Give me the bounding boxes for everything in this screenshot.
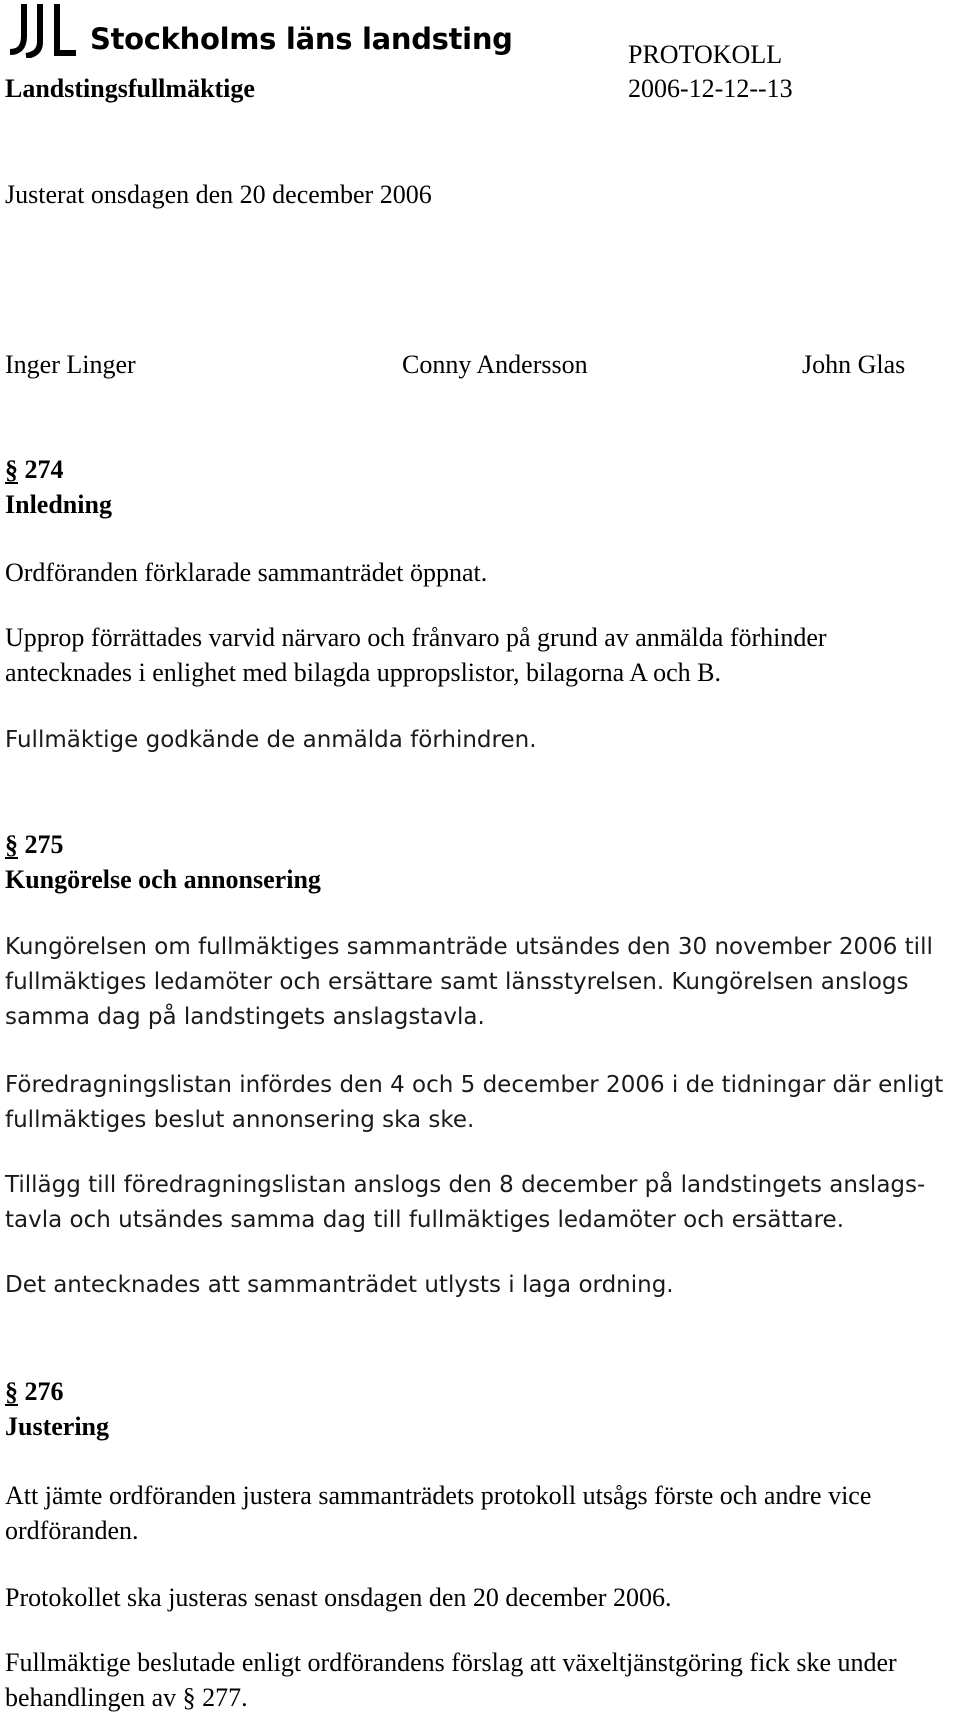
doc-type: PROTOKOLL (628, 40, 783, 69)
signatory-1: Inger Linger (5, 350, 136, 379)
adjusted-date: Justerat onsdagen den 20 december 2006 (5, 180, 432, 209)
signatory-3: John Glas (802, 350, 906, 379)
doc-number: 2006-12-12--13 (628, 74, 793, 103)
section-274-paragraph: Fullmäktige godkände de anmälda förhindren. (5, 727, 537, 753)
section-274-paragraph: Ordföranden förklarade sammanträdet öppnat. (5, 558, 488, 587)
section-number: 274 (24, 455, 64, 484)
section-sign: § (5, 455, 18, 484)
section-275-paragraph: Kungörelsen om fullmäktiges sammanträde utsändes den 30 november 2006 till fullmäktiges ledamöter och ersättare samt länsstyrelsen. Kungörelsen anslogs samma dag på landstingets anslagstavla. (5, 934, 933, 1030)
section-sign: § (5, 830, 18, 859)
landsting-logo-icon (10, 2, 80, 58)
section-274-title: Inledning (5, 490, 112, 519)
section-275-paragraph: Det antecknades att sammanträdet utlysts i laga ordning. (5, 1272, 674, 1298)
section-275-paragraph: Föredragningslistan infördes den 4 och 5 december 2006 i de tidningar där enligt fullmäktiges beslut annonsering ska ske. (5, 1072, 944, 1133)
section-274-number (5, 455, 64, 485)
section-274-paragraph: Upprop förrättades varvid närvaro och frånvaro på grund av anmälda förhinder antecknades i enlighet med bilagda uppropslistor, bilagorna A och B. (5, 623, 827, 687)
section-276-number (5, 1377, 64, 1407)
section-276-paragraph: Protokollet ska justeras senast onsdagen den 20 december 2006. (5, 1583, 672, 1612)
section-number: 276 (24, 1377, 64, 1406)
section-276-paragraph: Att jämte ordföranden justera sammanträdets protokoll utsågs förste och andre vice ordföranden. (5, 1481, 872, 1545)
section-275-title: Kungörelse och annonsering (5, 865, 321, 894)
body-name: Landstingsfullmäktige (5, 74, 255, 103)
signatory-2: Conny Andersson (402, 350, 588, 379)
logo-text: Stockholms läns landsting (90, 22, 513, 56)
section-275-paragraph: Tillägg till föredragningslistan anslogs den 8 december på landstingets anslags-tavla och utsändes samma dag till fullmäktiges ledamöter och ersättare. (5, 1172, 926, 1233)
section-sign: § (5, 1377, 18, 1406)
section-276-title: Justering (5, 1412, 109, 1441)
section-276-paragraph: Fullmäktige beslutade enligt ordförandens förslag att växeltjänstgöring fick ske under behandlingen av § 277. (5, 1648, 897, 1712)
section-number: 275 (24, 830, 64, 859)
section-275-number (5, 830, 64, 860)
